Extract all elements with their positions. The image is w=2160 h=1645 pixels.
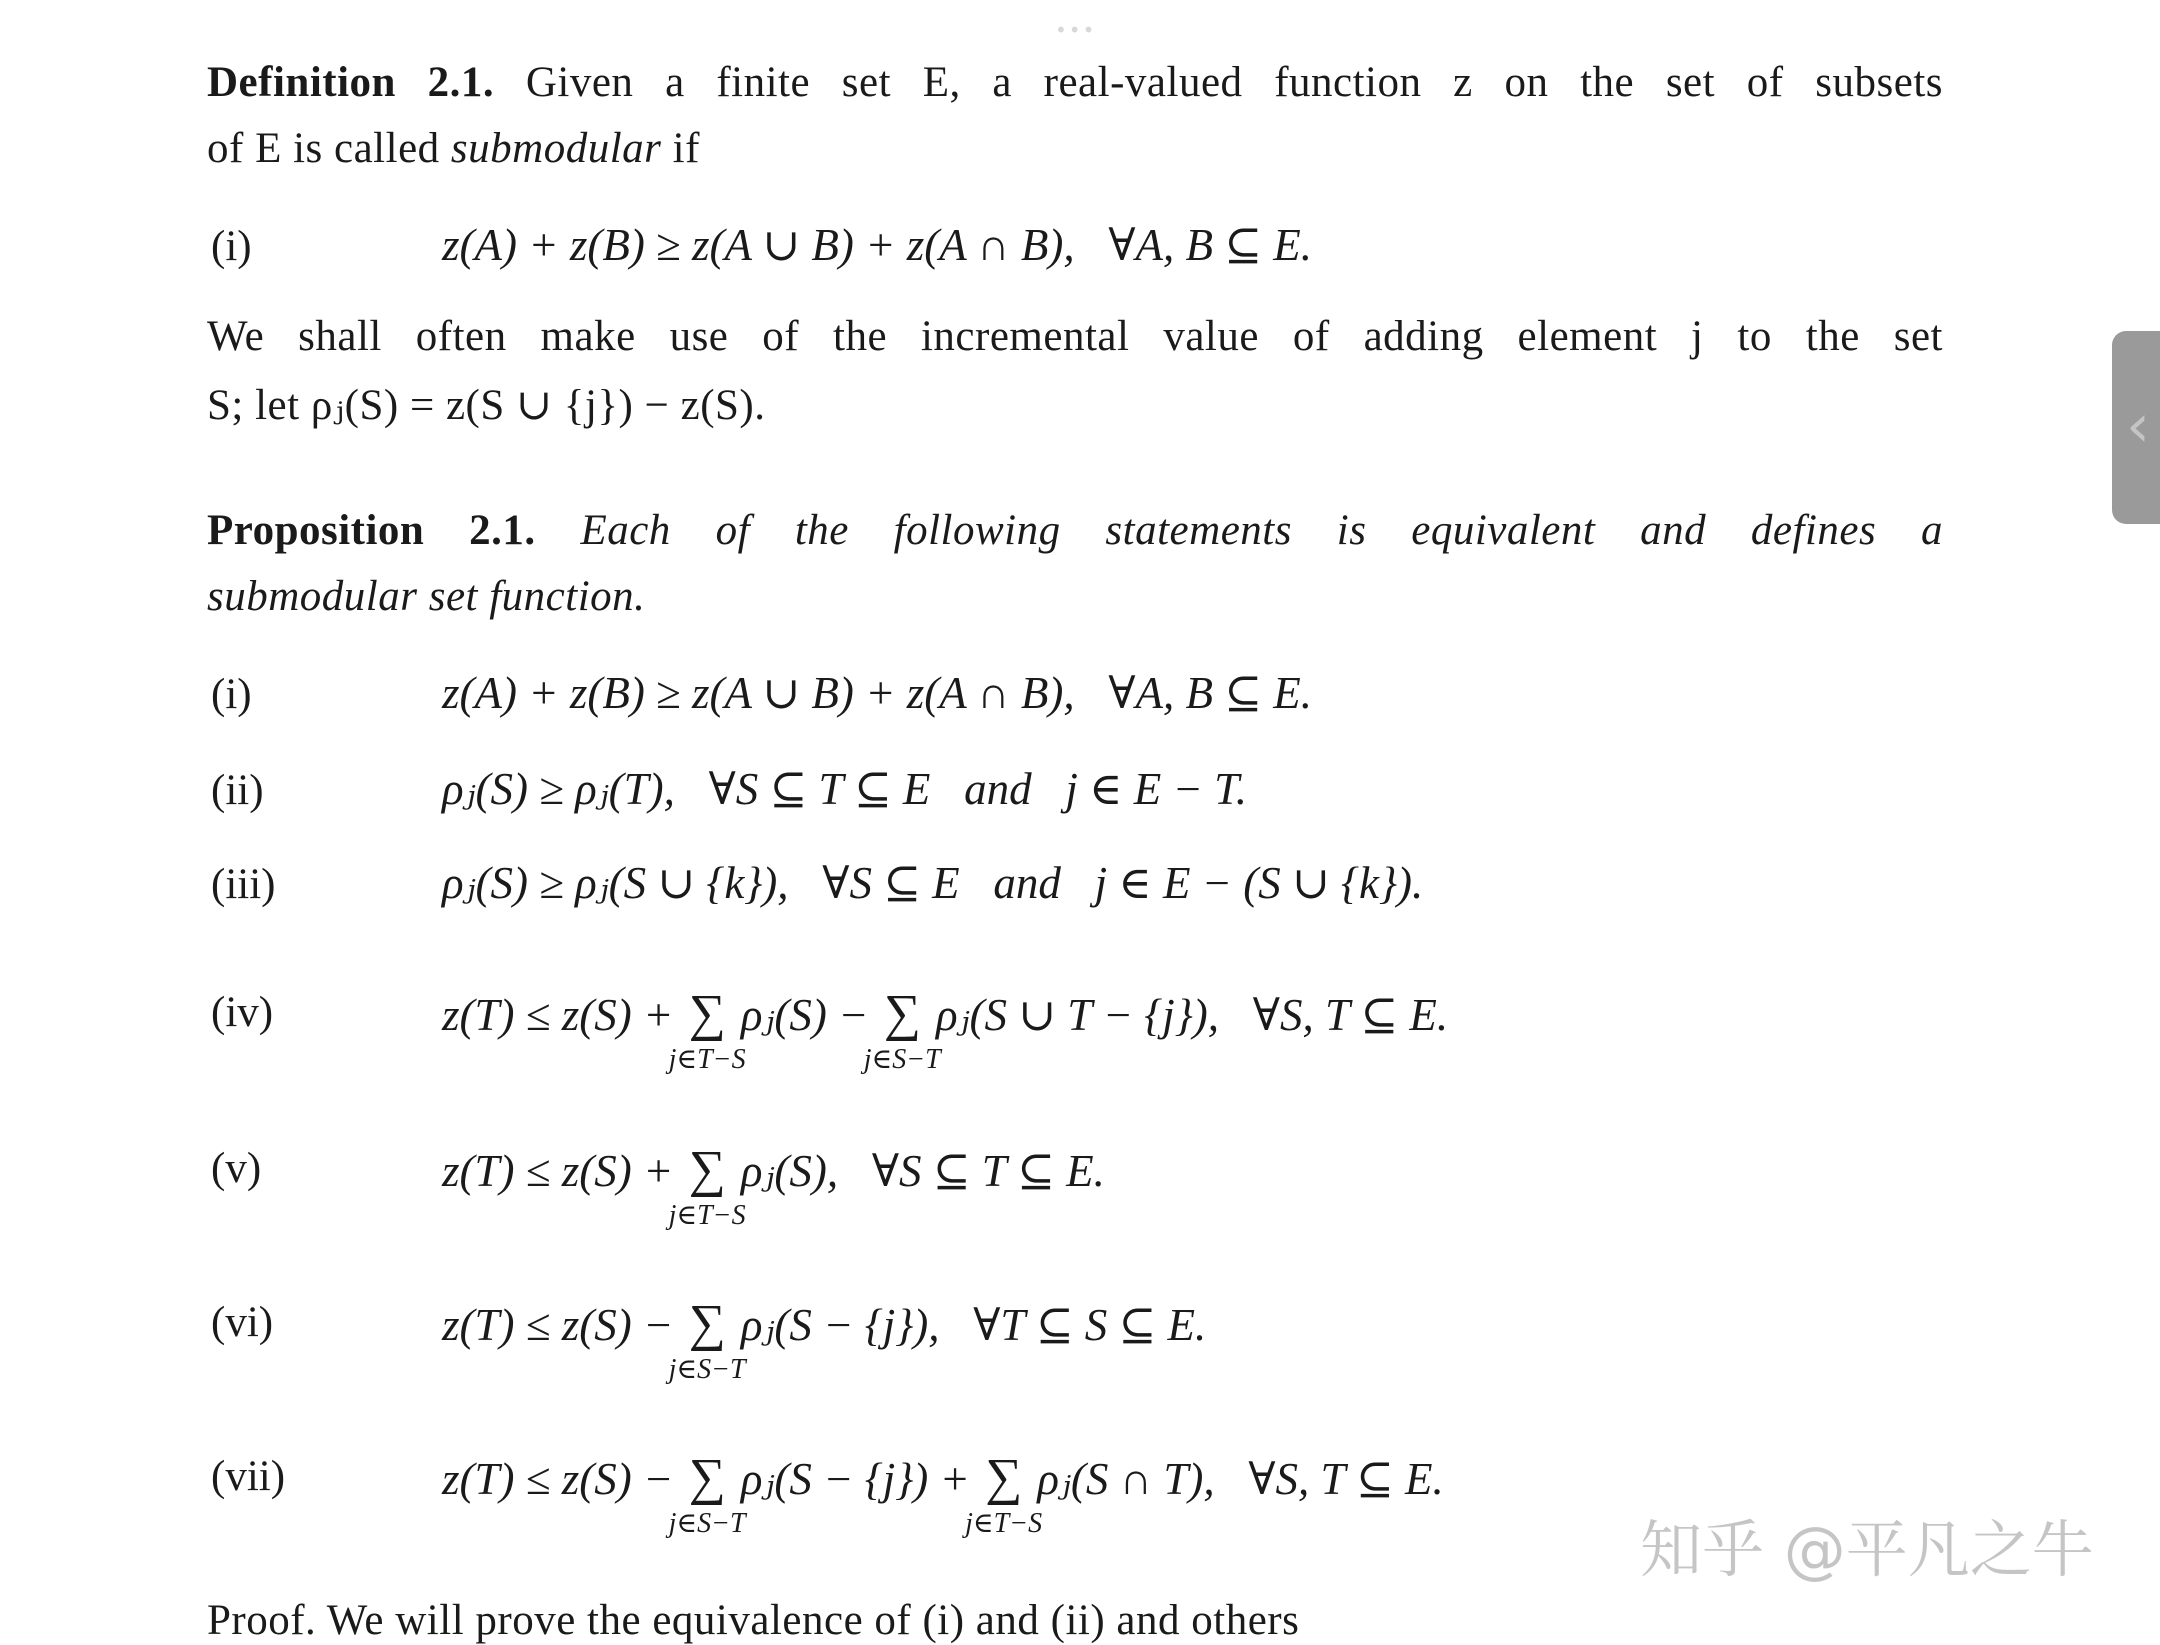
watermark: 知乎 @平凡之牛: [1640, 1513, 2094, 1586]
proposition-formula: [442, 1294, 1207, 1385]
definition-line-1: [207, 58, 1943, 107]
proposition-formula: [442, 1448, 1444, 1539]
sum-index: j∈T−S: [965, 1508, 1043, 1539]
proposition-heading: Proposition 2.1.: [207, 507, 536, 554]
formula-text: ρⱼ(S) ≥ ρⱼ(S ∪ {k}), ∀S ⊆ E and j ∈ E − (S ∪ {k}).: [442, 858, 1424, 908]
proposition-formula: [442, 666, 1312, 719]
formula-text: ρⱼ(S) −: [729, 990, 880, 1040]
proposition-item-label: (vii): [211, 1453, 286, 1500]
formula-text: z(A) + z(B) ≥ z(A ∪ B) + z(A ∩ B), ∀A, B ⊆ E.: [442, 668, 1312, 718]
sum-index: j∈T−S: [668, 1044, 746, 1075]
definition-text-3: if: [661, 125, 700, 172]
sum-symbol: ∑: [883, 985, 921, 1042]
proposition-item-label: (iii): [211, 861, 276, 908]
sum-symbol: ∑: [688, 1141, 726, 1198]
proposition-formula: [442, 762, 1247, 815]
proposition-item-label: (iv): [211, 989, 274, 1036]
sum-symbol: ∑: [985, 1449, 1023, 1506]
summation: [668, 1294, 746, 1385]
formula-text: ρⱼ(S ∪ T − {j}), ∀S, T ⊆ E.: [924, 990, 1449, 1040]
increment-line-1: We shall often make use of the incremental value of adding element j to the set: [207, 313, 1943, 360]
formula-text: ρⱼ(S) ≥ ρⱼ(T), ∀S ⊆ T ⊆ E and j ∈ E − T.: [442, 764, 1248, 814]
proposition-text: Each of the following statements is equivalent and defines a: [580, 507, 1944, 554]
definition-formula: z(A) + z(B) ≥ z(A ∪ B) + z(A ∩ B), ∀A, B ⊆ E.: [442, 220, 1312, 270]
proposition-item-label: (v): [211, 1145, 262, 1192]
definition-line-2: [207, 124, 1943, 173]
formula-text: ρⱼ(S − {j}) +: [729, 1454, 982, 1504]
top-drag-handle[interactable]: •••: [1055, 18, 1097, 42]
proposition-line-1: [207, 506, 1943, 555]
summation: [965, 1448, 1043, 1539]
definition-text: Given a finite set E, a real-valued function z on the set of subsets: [525, 59, 1943, 106]
submodular-term: submodular: [450, 125, 662, 172]
increment-line-2: S; let ρⱼ(S) = z(S ∪ {j}) − z(S).: [207, 382, 766, 429]
definition-text-2: of E is called: [207, 125, 451, 172]
summation: [863, 984, 941, 1075]
summation: [668, 1140, 746, 1231]
sum-index: j∈S−T: [668, 1508, 746, 1539]
side-panel-toggle[interactable]: [2112, 331, 2160, 524]
proposition-item-label: (vi): [211, 1299, 274, 1346]
sum-index: j∈S−T: [668, 1354, 746, 1385]
proposition-formula: [442, 856, 1423, 909]
definition-item-label: (i): [211, 223, 252, 270]
summation: [668, 984, 746, 1075]
proposition-item-label: (i): [211, 671, 252, 718]
sum-symbol: ∑: [688, 985, 726, 1042]
sum-index: j∈S−T: [863, 1044, 941, 1075]
formula-text: ρⱼ(S), ∀S ⊆ T ⊆ E.: [729, 1146, 1105, 1196]
sum-symbol: ∑: [688, 1295, 726, 1352]
proof-partial-line: Proof. We will prove the equivalence of (i) and (ii) and others: [207, 1597, 1300, 1644]
proposition-line-2: submodular set function.: [207, 573, 646, 620]
formula-text: z(T) ≤ z(S) +: [442, 990, 685, 1040]
proposition-formula: [442, 1140, 1105, 1231]
formula-text: ρⱼ(S − {j}), ∀T ⊆ S ⊆ E.: [729, 1300, 1207, 1350]
formula-text: z(T) ≤ z(S) −: [442, 1300, 685, 1350]
proposition-formula: [442, 984, 1449, 1075]
summation: [668, 1448, 746, 1539]
proposition-item-label: (ii): [211, 767, 264, 814]
formula-text: z(T) ≤ z(S) −: [442, 1454, 685, 1504]
sum-index: j∈T−S: [668, 1200, 746, 1231]
formula-text: z(T) ≤ z(S) +: [442, 1146, 685, 1196]
sum-symbol: ∑: [688, 1449, 726, 1506]
formula-text: ρⱼ(S ∩ T), ∀S, T ⊆ E.: [1026, 1454, 1444, 1504]
definition-heading: Definition 2.1.: [207, 59, 495, 106]
chevron-left-icon: ‹: [2126, 391, 2150, 461]
